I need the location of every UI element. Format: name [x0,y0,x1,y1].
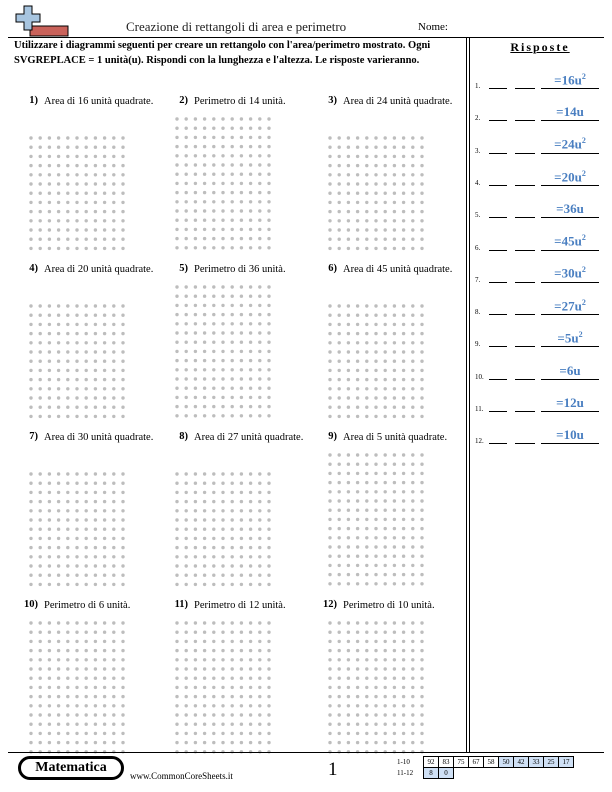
answer-value [541,298,599,315]
problem-text: Area di 24 unità quadrate. [343,96,453,107]
dot-grid[interactable] [327,303,427,427]
problem-text: Perimetro di 6 unità. [44,600,131,611]
plus-logo-icon [14,4,72,38]
answer-value-text: =27u [554,298,582,314]
dot-grid[interactable] [327,135,427,259]
dot-grid[interactable] [174,284,274,426]
problem-number: 10) [24,599,38,610]
dot-grid[interactable] [327,620,427,762]
answer-value-text: =30u [554,265,582,281]
problem-text: Perimetro di 36 unità. [194,264,286,275]
header-divider [8,37,604,38]
answer-value [541,169,599,186]
score-table [397,756,574,779]
score-cell: 42 [514,757,529,768]
answer-blank-length[interactable] [489,153,507,154]
answer-blank-length[interactable] [489,250,507,251]
answer-blank-length[interactable] [489,411,507,412]
answer-number: 8. [475,308,481,317]
score-cell: 92 [424,757,439,768]
answer-exponent: 2 [581,71,586,81]
name-label: Nome: [418,21,448,33]
score-label: 11-12 [397,769,414,777]
answer-exponent: 2 [581,168,586,178]
score-label: 1-10 [397,758,410,766]
score-cell: 33 [529,757,544,768]
answer-blank-length[interactable] [489,346,507,347]
answer-blank-height[interactable] [515,217,535,218]
answer-row [475,330,605,350]
answer-value-text: =10u [556,427,584,443]
answer-value [541,363,599,380]
answer-blank-length[interactable] [489,379,507,380]
answer-value-text: =36u [556,201,584,217]
answer-number: 3. [475,146,481,155]
answer-value [541,72,599,89]
answer-blank-length[interactable] [489,120,507,121]
answer-blank-height[interactable] [515,185,535,186]
answer-value-text: =14u [556,104,584,120]
answer-blank-height[interactable] [515,250,535,251]
instructions: Utilizzare i diagrammi seguenti per creare un rettangolo con l'area/perimetro mostrato. Ogni SVGREPLACE = 1 unità(u). Rispondi con la lunghezza e l'altezza. Le risposte varieranno. [14,40,431,66]
answer-row [475,363,605,383]
answer-exponent: 2 [581,233,586,243]
answer-blank-height[interactable] [515,379,535,380]
answer-value [541,104,599,121]
dot-grid[interactable] [174,620,274,762]
answer-row [475,201,605,221]
problem-text: Area di 45 unità quadrate. [343,264,453,275]
answer-exponent: 2 [581,265,586,275]
answers-title: Risposte [510,40,570,54]
answer-number: 1. [475,82,481,90]
problem-text: Area di 30 unità quadrate. [44,432,154,443]
answer-blank-height[interactable] [515,411,535,412]
answer-row [475,234,605,254]
answer-exponent: 2 [578,330,583,340]
answer-row [475,137,605,157]
answer-number: 9. [475,340,481,349]
answer-blank-height[interactable] [515,314,535,315]
dot-grid[interactable] [28,620,128,762]
answer-value-text: =12u [556,395,584,410]
score-row [397,757,574,768]
dot-grid[interactable] [28,135,128,259]
answer-number: 6. [475,243,481,252]
score-row [397,768,574,779]
dot-grid[interactable] [28,303,128,427]
answer-row [475,72,605,92]
main-divider-2 [469,37,470,753]
answer-blank-height[interactable] [515,443,535,444]
problem-text: Area di 27 unità quadrate. [194,432,304,443]
answer-blank-length[interactable] [489,217,507,218]
answer-blank-length[interactable] [489,443,507,444]
problem-text: Area di 20 unità quadrate. [44,264,154,275]
answer-number: 11. [475,405,484,413]
problem-text: Area di 16 unità quadrate. [44,96,154,107]
dot-grid[interactable] [327,452,427,594]
answer-number: 12. [475,437,484,446]
score-cell: 0 [439,768,454,779]
problem-number: 5) [179,263,188,274]
score-cell: 50 [499,757,514,768]
website-link[interactable]: www.CommonCoreSheets.it [130,771,233,781]
answer-number: 2. [475,114,481,123]
answer-value-text: =16u [554,72,582,87]
answer-value [541,201,599,218]
answer-value [541,136,599,153]
answer-row [475,427,605,447]
page-title: Creazione di rettangoli di area e perimetro [126,19,347,34]
score-cell: 58 [484,757,499,768]
answer-blank-length[interactable] [489,88,507,89]
answer-blank-height[interactable] [515,153,535,154]
answer-blank-length[interactable] [489,185,507,186]
answer-exponent: 2 [581,136,586,146]
problem-number: 2) [179,95,188,106]
answer-number: 7. [475,275,481,284]
answer-value-text: =24u [554,136,582,152]
answer-value-text: =5u [557,330,579,346]
problem-text: Area di 5 unità quadrate. [343,432,448,443]
answer-blank-length[interactable] [489,282,507,283]
answer-value [541,265,599,282]
score-cell: 75 [454,757,469,768]
problem-text: Perimetro di 10 unità. [343,600,435,611]
answer-row [475,395,605,415]
answer-blank-height[interactable] [515,88,535,89]
problem-number: 8) [179,431,188,442]
problem-number: 11) [174,599,188,610]
footer-divider [8,752,604,753]
score-cell: 67 [469,757,484,768]
answer-number: 4. [475,178,481,187]
score-cell: 17 [559,757,574,768]
answer-number: 10. [475,372,484,381]
main-divider [466,37,467,753]
problem-number: 4) [29,263,38,274]
problem-text: Perimetro di 14 unità. [194,96,286,107]
page-number: 1 [328,759,338,780]
answer-exponent: 2 [581,297,586,307]
answer-blank-height[interactable] [515,120,535,121]
answer-number: 5. [475,211,481,220]
problem-number: 1) [29,95,38,106]
answer-value [541,330,599,347]
answer-value [541,427,599,444]
problem-number: 3) [328,95,337,106]
score-cell: 25 [544,757,559,768]
answer-row [475,298,605,318]
problem-number: 9) [328,431,337,442]
dot-grid[interactable] [174,116,274,258]
answer-value-text: =20u [554,168,582,184]
answer-value-text: =6u [559,362,581,378]
problem-number: 6) [328,263,337,274]
score-cell: 8 [424,768,439,779]
answer-blank-height[interactable] [515,346,535,347]
dot-grid[interactable] [174,471,274,595]
subject-badge: Matematica [18,756,124,780]
answer-value [541,395,599,412]
answer-blank-length[interactable] [489,314,507,315]
score-cell: 83 [439,757,454,768]
problem-number: 7) [29,431,38,442]
answer-row [475,266,605,286]
answer-value-text: =45u [554,233,582,249]
answer-value [541,233,599,250]
answer-blank-height[interactable] [515,282,535,283]
problem-number: 12) [323,599,337,610]
answer-row [475,169,605,189]
dot-grid[interactable] [28,471,128,595]
problem-text: Perimetro di 12 unità. [194,600,286,611]
answer-row [475,104,605,124]
